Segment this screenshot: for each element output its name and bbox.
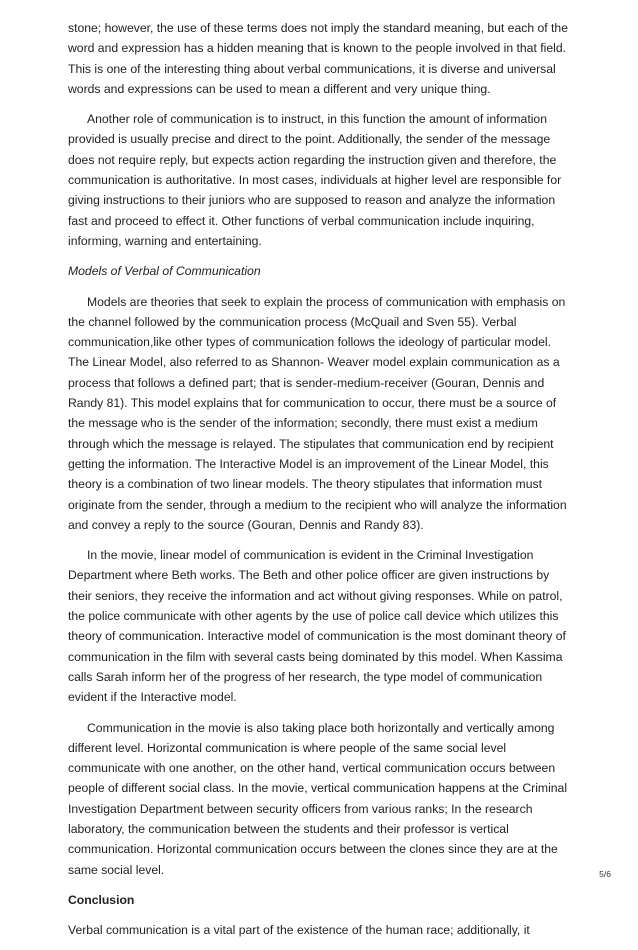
document-page [68,18,574,950]
paragraph-intro-continuation: stone; however, the use of these terms does not imply the standard meaning, but each of the word and expression has a hidden meaning that is known to the people involved in that field. This is one of the interesting thing about verbal communications, it is diverse and universal words and expressions can be used to mean a different and very unique thing. [68,21,568,96]
paragraph-horizontal-vertical: Communication in the movie is also taking place both horizontally and vertically among different level. Horizontal communication is where people of the same social level communicate with one another, on the other hand, vertical communication occurs between people of different social class. In the movie, vertical communication happens at the Criminal Investigation Department between security officers from various ranks; In the research laboratory, the communication between the students and their professor is vertical communication. Horizontal communication occurs between the clones since they are at the same social level. [68,720,568,877]
paragraph-models: Models are theories that seek to explain the process of communication with emphasis on the channel followed by the communication process (McQuail and Sven 55). Verbal communication,like other types of communication follows the ideology of particular model. The Linear Model, also referred to as Shannon- Weaver model explain communication as a process that follows a defined part; that is sender-medium-receiver (Gouran, Dennis and Randy 81). This model explains that for communication to occur, there must be a source of the message who is the sender of the information; secondly, there must exist a medium through which the message is relayed. The stipulates that communication end by recipient getting the information. The Interactive Model is an improvement of the Linear Model, this theory is a combination of two linear models. The theory stipulates that information must originate from the sender, through a medium to the recipient who will analyze the information and convey a reply to the source (Gouran, Dennis and Randy 83). [68,294,567,532]
paragraph-movie-linear-model: In the movie, linear model of communication is evident in the Criminal Investigation Department where Beth works. The Beth and other police officer are given instructions by their seniors, they receive the information and act without giving responses. While on patrol, the police communicate with other agents by the use of police call device which utilizes this theory of communication. Interactive model of communication is the most dominant theory of communication in the film with several casts being dominated by this model. When Kassima calls Sarah inform her of the progress of her research, the type model of communication evident if the Interactive model. [68,548,566,705]
paragraph-instruct-role: Another role of communication is to instruct, in this function the amount of information provided is usually precise and direct to the point. Additionally, the sender of the message does not require reply, but expects action regarding the instruction given and therefore, the communication is authoritative. In most cases, individuals at higher level are responsible for giving instructions to their juniors who are supposed to reason and analyze the information fast and proceed to effect it. Other functions of verbal communication include inquiring, informing, warning and entertaining. [68,112,562,248]
section-heading-conclusion: Conclusion [68,892,135,907]
section-heading-models: Models of Verbal of Communication [68,264,261,279]
paragraph-conclusion: Verbal communication is a vital part of the existence of the human race; additionally, it [68,923,530,938]
page-number: 5/6 [599,869,611,879]
